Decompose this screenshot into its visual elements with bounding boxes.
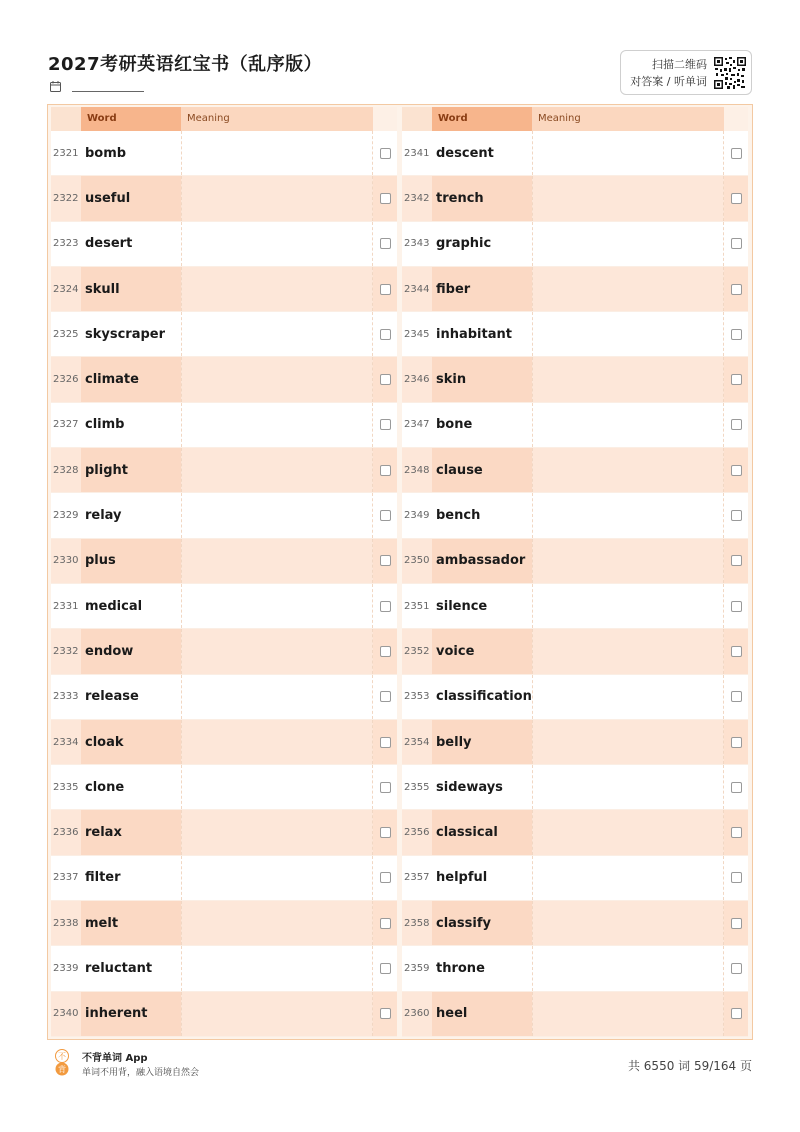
table-row <box>51 357 397 402</box>
logo-char-bottom: 背 <box>58 1065 66 1074</box>
page-info: 共 6550 词 59/164 页 <box>627 1059 752 1073</box>
checkbox-cell <box>724 765 748 809</box>
header-number-cell <box>402 107 432 131</box>
checkbox[interactable] <box>380 737 391 748</box>
checkbox-cell <box>373 675 397 719</box>
meaning-field[interactable] <box>181 403 373 447</box>
checkbox[interactable] <box>380 419 391 430</box>
table-row <box>51 493 397 538</box>
checkbox-cell <box>724 493 748 537</box>
word-number: 2325 <box>53 328 79 340</box>
checkbox-cell <box>724 448 748 492</box>
checkbox-cell <box>373 720 397 764</box>
checkbox[interactable] <box>731 419 742 430</box>
checkbox[interactable] <box>731 1008 742 1019</box>
checkbox-cell <box>724 403 748 447</box>
checkbox[interactable] <box>731 601 742 612</box>
checkbox[interactable] <box>731 148 742 159</box>
word-number: 2328 <box>53 464 79 476</box>
meaning-field[interactable] <box>181 312 373 356</box>
word-text: throne <box>436 960 485 976</box>
word-number: 2358 <box>404 917 430 929</box>
table-row <box>51 267 397 312</box>
table-row <box>51 810 397 855</box>
meaning-field[interactable] <box>532 357 724 401</box>
word-number: 2330 <box>53 555 79 567</box>
meaning-field[interactable] <box>181 493 373 537</box>
checkbox[interactable] <box>731 737 742 748</box>
word-number: 2331 <box>53 600 79 612</box>
meaning-field[interactable] <box>532 448 724 492</box>
word-number: 2334 <box>53 736 79 748</box>
checkbox-cell <box>373 946 397 990</box>
checkbox[interactable] <box>380 555 391 566</box>
checkbox[interactable] <box>731 963 742 974</box>
meaning-field[interactable] <box>532 901 724 945</box>
word-number: 2352 <box>404 645 430 657</box>
table-row <box>51 856 397 901</box>
date-field[interactable] <box>72 80 144 92</box>
table-row <box>51 403 397 448</box>
word-text: medical <box>85 598 143 614</box>
word-text: clause <box>432 448 532 492</box>
word-text: bench <box>436 508 481 524</box>
footer-slogan: 单词不用背，融入语境自然会 <box>82 1068 200 1078</box>
checkbox[interactable] <box>380 510 391 521</box>
header-meaning: Meaning <box>532 107 724 131</box>
word-number: 2356 <box>404 827 430 839</box>
qr-caption <box>627 56 713 90</box>
word-number: 2338 <box>53 917 79 929</box>
word-text: clone <box>85 779 125 795</box>
meaning-field[interactable] <box>532 856 724 900</box>
meaning-field[interactable] <box>532 992 724 1036</box>
meaning-field[interactable] <box>532 493 724 537</box>
checkbox[interactable] <box>731 465 742 476</box>
meaning-field[interactable] <box>532 584 724 628</box>
checkbox[interactable] <box>731 555 742 566</box>
word-text: desert <box>85 236 133 252</box>
checkbox[interactable] <box>380 465 391 476</box>
table-row <box>402 357 748 402</box>
meaning-field[interactable] <box>181 584 373 628</box>
table-header <box>51 107 397 131</box>
meaning-field[interactable] <box>181 946 373 990</box>
word-text: skyscraper <box>85 326 166 342</box>
word-number: 2348 <box>404 464 430 476</box>
header-check-cell <box>724 107 748 131</box>
table-row <box>402 992 748 1037</box>
checkbox-cell <box>724 675 748 719</box>
checkbox[interactable] <box>380 918 391 929</box>
word-text: graphic <box>436 236 492 252</box>
meaning-field[interactable] <box>181 448 373 492</box>
table-row <box>402 946 748 991</box>
table-row <box>51 629 397 674</box>
checkbox-cell <box>373 810 397 854</box>
word-text: voice <box>432 629 532 673</box>
table-row <box>402 856 748 901</box>
checkbox-cell <box>373 176 397 220</box>
word-text: skull <box>81 267 181 311</box>
word-text: useful <box>81 176 181 220</box>
header-word: Word <box>432 107 532 131</box>
word-text: fiber <box>432 267 532 311</box>
word-number: 2349 <box>404 510 430 522</box>
table-header <box>402 107 748 131</box>
checkbox[interactable] <box>731 691 742 702</box>
meaning-field[interactable] <box>181 267 373 311</box>
checkbox-cell <box>724 720 748 764</box>
word-text: reluctant <box>85 960 153 976</box>
checkbox[interactable] <box>380 193 391 204</box>
checkbox-cell <box>373 312 397 356</box>
word-number: 2354 <box>404 736 430 748</box>
checkbox[interactable] <box>731 872 742 883</box>
meaning-field[interactable] <box>181 357 373 401</box>
table-row <box>51 539 397 584</box>
meaning-field[interactable] <box>181 856 373 900</box>
table-row <box>51 765 397 810</box>
word-text: endow <box>81 629 181 673</box>
meaning-field[interactable] <box>532 539 724 583</box>
word-text: plus <box>81 539 181 583</box>
checkbox-cell <box>373 131 397 175</box>
meaning-field[interactable] <box>181 222 373 266</box>
word-number: 2329 <box>53 510 79 522</box>
word-text: relax <box>81 810 181 854</box>
word-number: 2327 <box>53 419 79 431</box>
checkbox-cell <box>373 539 397 583</box>
word-number: 2344 <box>404 283 430 295</box>
table-row <box>402 403 748 448</box>
word-number: 2332 <box>53 645 79 657</box>
meaning-field[interactable] <box>532 176 724 220</box>
table-row <box>402 131 748 176</box>
word-number: 2341 <box>404 147 430 159</box>
checkbox[interactable] <box>380 284 391 295</box>
word-text: helpful <box>436 870 488 886</box>
page-title: 2027考研英语红宝书（乱序版） <box>48 54 323 75</box>
checkbox[interactable] <box>380 646 391 657</box>
checkbox[interactable] <box>731 329 742 340</box>
meaning-field[interactable] <box>181 176 373 220</box>
word-number: 2360 <box>404 1008 430 1020</box>
checkbox-cell <box>373 584 397 628</box>
qr-caption-line1: 扫描二维码 <box>652 57 707 71</box>
checkbox[interactable] <box>731 284 742 295</box>
checkbox[interactable] <box>731 827 742 838</box>
word-text: climate <box>81 357 181 401</box>
table-row <box>51 131 397 176</box>
checkbox[interactable] <box>380 872 391 883</box>
meaning-field[interactable] <box>181 629 373 673</box>
table-row <box>402 493 748 538</box>
word-text: cloak <box>81 720 181 764</box>
word-number: 2324 <box>53 283 79 295</box>
checkbox-cell <box>724 222 748 266</box>
table-row <box>402 539 748 584</box>
checkbox-cell <box>373 856 397 900</box>
meaning-field[interactable] <box>532 267 724 311</box>
table-row <box>402 810 748 855</box>
checkbox[interactable] <box>731 374 742 385</box>
word-number: 2343 <box>404 238 430 250</box>
word-text: melt <box>81 901 181 945</box>
word-text: bomb <box>85 145 127 161</box>
checkbox-cell <box>724 584 748 628</box>
checkbox-cell <box>724 901 748 945</box>
word-text: relay <box>85 508 122 524</box>
table-row <box>402 448 748 493</box>
word-text: skin <box>432 357 532 401</box>
checkbox-cell <box>373 629 397 673</box>
checkbox-cell <box>724 992 748 1036</box>
checkbox-cell <box>724 946 748 990</box>
table-row <box>402 584 748 629</box>
checkbox[interactable] <box>731 918 742 929</box>
table-row <box>402 765 748 810</box>
checkbox[interactable] <box>380 782 391 793</box>
meaning-field[interactable] <box>181 131 373 175</box>
table-row <box>51 901 397 946</box>
word-text: trench <box>432 176 532 220</box>
meaning-field[interactable] <box>181 810 373 854</box>
header-number-cell <box>51 107 81 131</box>
word-text: descent <box>436 145 494 161</box>
table-row <box>402 222 748 267</box>
checkbox-cell <box>373 901 397 945</box>
vocab-column-left <box>51 107 397 1037</box>
table-row <box>51 312 397 357</box>
app-logo-icon <box>51 1049 73 1077</box>
word-text: climb <box>85 417 125 433</box>
meaning-field[interactable] <box>181 992 373 1036</box>
checkbox[interactable] <box>380 601 391 612</box>
word-text: belly <box>432 720 532 764</box>
word-number: 2336 <box>53 827 79 839</box>
checkbox-cell <box>724 267 748 311</box>
checkbox[interactable] <box>731 193 742 204</box>
checkbox[interactable] <box>731 510 742 521</box>
word-text: classify <box>432 901 532 945</box>
word-text: inhabitant <box>436 326 512 342</box>
checkbox-cell <box>724 131 748 175</box>
table-row <box>402 176 748 221</box>
word-number: 2333 <box>53 691 79 703</box>
vocab-sheet <box>47 104 753 1040</box>
word-number: 2321 <box>53 147 79 159</box>
word-text: inherent <box>81 992 181 1036</box>
word-number: 2322 <box>53 192 79 204</box>
meaning-field[interactable] <box>181 720 373 764</box>
word-number: 2346 <box>404 374 430 386</box>
meaning-field[interactable] <box>181 901 373 945</box>
meaning-field[interactable] <box>532 946 724 990</box>
checkbox-cell <box>373 357 397 401</box>
calendar-icon <box>50 81 61 92</box>
table-row <box>402 720 748 765</box>
header-check-cell <box>373 107 397 131</box>
checkbox[interactable] <box>731 782 742 793</box>
checkbox[interactable] <box>380 374 391 385</box>
table-row <box>402 312 748 357</box>
table-row <box>51 222 397 267</box>
checkbox[interactable] <box>380 963 391 974</box>
meaning-field[interactable] <box>532 675 724 719</box>
qr-box <box>620 50 752 95</box>
word-text: ambassador <box>432 539 532 583</box>
word-text: silence <box>436 598 488 614</box>
word-number: 2353 <box>404 691 430 703</box>
qr-caption-line2: 对答案 / 听单词 <box>630 74 707 88</box>
checkbox[interactable] <box>731 238 742 249</box>
checkbox-cell <box>724 629 748 673</box>
checkbox-cell <box>373 765 397 809</box>
vocab-rows-left <box>51 131 397 1037</box>
meaning-field[interactable] <box>532 131 724 175</box>
checkbox-cell <box>724 312 748 356</box>
table-row <box>402 629 748 674</box>
word-number: 2342 <box>404 192 430 204</box>
checkbox[interactable] <box>380 691 391 702</box>
table-row <box>51 675 397 720</box>
word-text: sideways <box>436 779 503 795</box>
word-number: 2355 <box>404 781 430 793</box>
checkbox[interactable] <box>380 148 391 159</box>
checkbox[interactable] <box>380 329 391 340</box>
table-row <box>51 992 397 1037</box>
meaning-field[interactable] <box>532 312 724 356</box>
checkbox-cell <box>724 856 748 900</box>
meaning-field[interactable] <box>532 720 724 764</box>
word-number: 2347 <box>404 419 430 431</box>
meaning-field[interactable] <box>532 765 724 809</box>
meaning-field[interactable] <box>181 765 373 809</box>
checkbox-cell <box>724 357 748 401</box>
word-text: heel <box>432 992 532 1036</box>
footer-app-name: 不背单词 App <box>82 1053 148 1064</box>
checkbox-cell <box>724 810 748 854</box>
word-text: classification <box>436 689 532 705</box>
table-row <box>51 448 397 493</box>
header-meaning: Meaning <box>181 107 373 131</box>
logo-char-top: 不 <box>58 1052 66 1061</box>
checkbox-cell <box>373 222 397 266</box>
word-number: 2359 <box>404 962 430 974</box>
table-row <box>402 675 748 720</box>
table-row <box>51 720 397 765</box>
word-number: 2351 <box>404 600 430 612</box>
word-number: 2323 <box>53 238 79 250</box>
word-number: 2345 <box>404 328 430 340</box>
word-number: 2326 <box>53 374 79 386</box>
word-text: filter <box>85 870 121 886</box>
meaning-field[interactable] <box>532 629 724 673</box>
table-row <box>51 946 397 991</box>
checkbox-cell <box>373 267 397 311</box>
word-number: 2337 <box>53 872 79 884</box>
word-number: 2357 <box>404 872 430 884</box>
checkbox-cell <box>373 403 397 447</box>
checkbox-cell <box>373 493 397 537</box>
meaning-field[interactable] <box>532 810 724 854</box>
checkbox-cell <box>373 448 397 492</box>
meaning-field[interactable] <box>181 539 373 583</box>
table-row <box>402 901 748 946</box>
date-row <box>50 80 144 92</box>
header-word: Word <box>81 107 181 131</box>
word-number: 2350 <box>404 555 430 567</box>
qr-code-icon[interactable] <box>713 56 747 90</box>
word-number: 2339 <box>53 962 79 974</box>
word-text: release <box>85 689 139 705</box>
checkbox[interactable] <box>731 646 742 657</box>
table-row <box>51 176 397 221</box>
word-text: classical <box>432 810 532 854</box>
meaning-field[interactable] <box>181 675 373 719</box>
vocab-rows-right <box>402 131 748 1037</box>
table-row <box>51 584 397 629</box>
word-number: 2340 <box>53 1008 79 1020</box>
vocab-column-right <box>402 107 748 1037</box>
checkbox[interactable] <box>380 238 391 249</box>
table-row <box>402 267 748 312</box>
checkbox-cell <box>724 176 748 220</box>
checkbox-cell <box>373 992 397 1036</box>
word-number: 2335 <box>53 781 79 793</box>
meaning-field[interactable] <box>532 222 724 266</box>
meaning-field[interactable] <box>532 403 724 447</box>
checkbox[interactable] <box>380 1008 391 1019</box>
word-text: bone <box>436 417 473 433</box>
word-text: plight <box>81 448 181 492</box>
checkbox[interactable] <box>380 827 391 838</box>
checkbox-cell <box>724 539 748 583</box>
